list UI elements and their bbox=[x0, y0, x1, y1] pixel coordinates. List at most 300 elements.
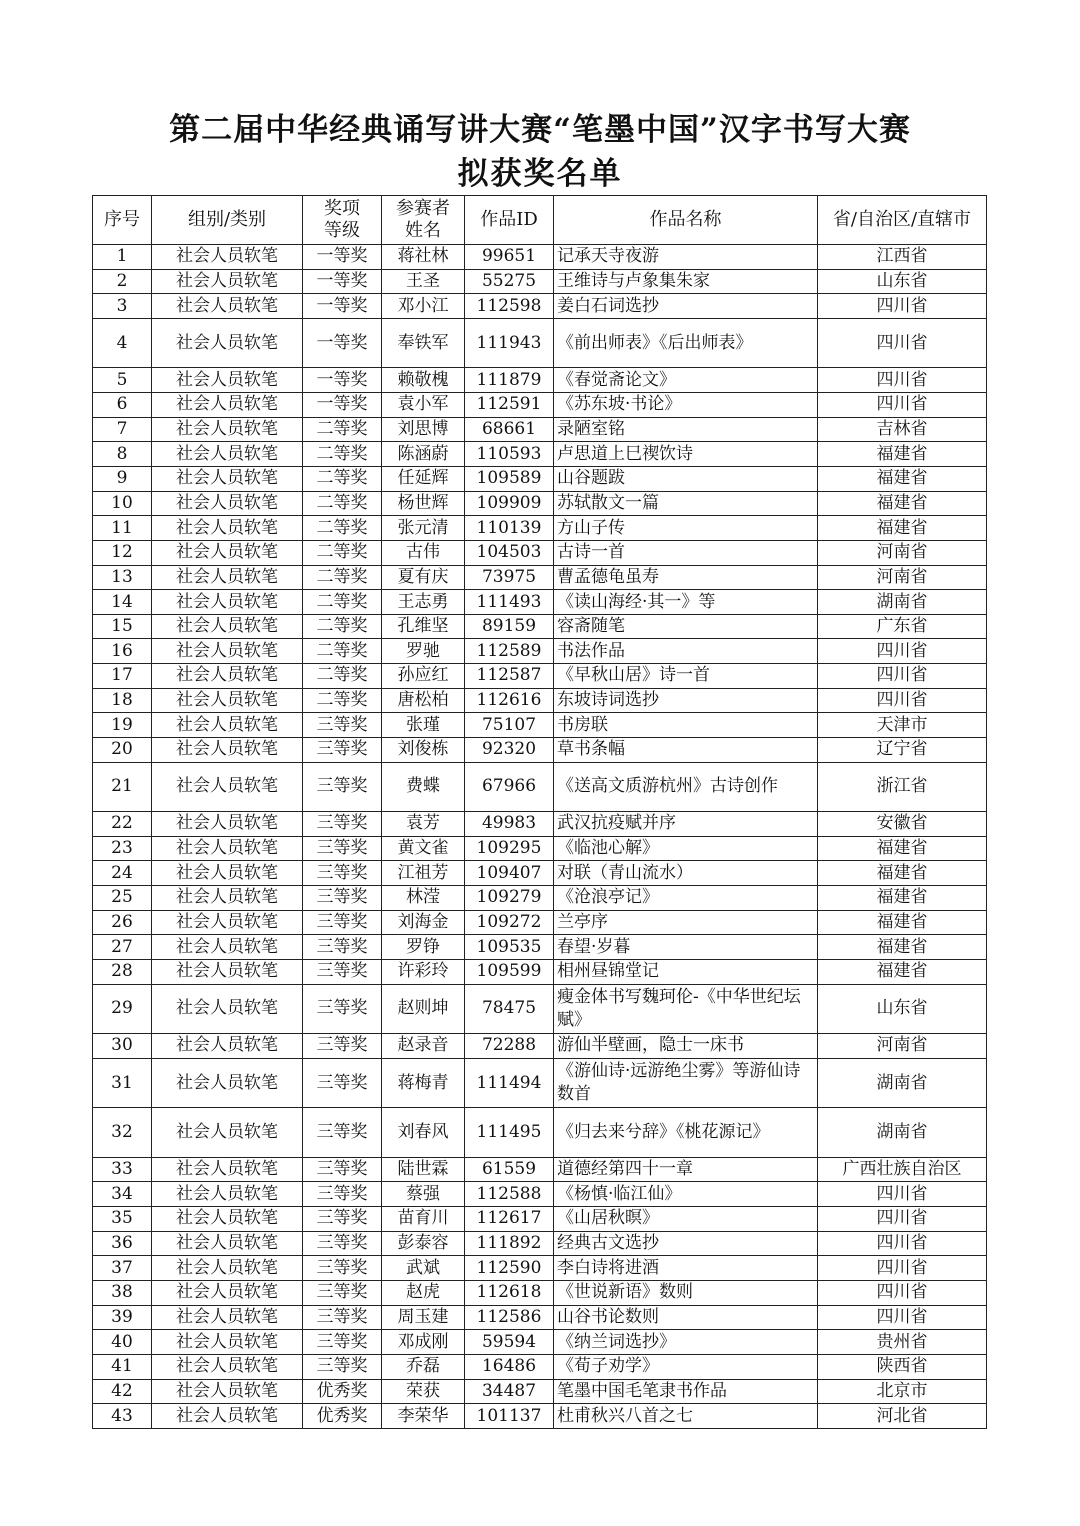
cell-work-name: 《归去来兮辞》《桃花源记》 bbox=[554, 1108, 818, 1158]
cell-no: 22 bbox=[93, 812, 152, 837]
cell-award: 二等奖 bbox=[303, 491, 382, 516]
cell-name: 王志勇 bbox=[382, 590, 465, 615]
cell-name: 陈涵蔚 bbox=[382, 442, 465, 467]
cell-work-name: 书房联 bbox=[554, 713, 818, 738]
cell-work-id: 34487 bbox=[465, 1379, 554, 1404]
cell-work-id: 109295 bbox=[465, 836, 554, 861]
table-row bbox=[93, 614, 987, 639]
cell-name: 奉铁军 bbox=[382, 318, 465, 368]
cell-no: 34 bbox=[93, 1182, 152, 1207]
cell-province: 安徽省 bbox=[818, 812, 987, 837]
cell-work-id: 109535 bbox=[465, 935, 554, 960]
table-row bbox=[93, 318, 987, 368]
table-row bbox=[93, 886, 987, 911]
cell-group: 社会人员软笔 bbox=[152, 442, 303, 467]
cell-award: 三等奖 bbox=[303, 861, 382, 886]
table-row bbox=[93, 1157, 987, 1182]
cell-award: 三等奖 bbox=[303, 1034, 382, 1059]
cell-no: 20 bbox=[93, 738, 152, 763]
cell-no: 32 bbox=[93, 1108, 152, 1158]
cell-group: 社会人员软笔 bbox=[152, 886, 303, 911]
cell-province: 福建省 bbox=[818, 886, 987, 911]
cell-work-name: 兰亭序 bbox=[554, 910, 818, 935]
table-row bbox=[93, 368, 987, 393]
cell-award: 三等奖 bbox=[303, 738, 382, 763]
cell-award: 三等奖 bbox=[303, 935, 382, 960]
cell-no: 36 bbox=[93, 1231, 152, 1256]
cell-province: 四川省 bbox=[818, 1256, 987, 1281]
cell-no: 6 bbox=[93, 393, 152, 418]
cell-work-id: 112598 bbox=[465, 294, 554, 319]
cell-award: 二等奖 bbox=[303, 442, 382, 467]
title-line-1: 第二届中华经典诵写讲大赛“笔墨中国”汉字书写大赛 bbox=[169, 112, 911, 148]
cell-province: 四川省 bbox=[818, 294, 987, 319]
cell-name: 孙应红 bbox=[382, 664, 465, 689]
cell-work-id: 109589 bbox=[465, 466, 554, 491]
cell-work-id: 111495 bbox=[465, 1108, 554, 1158]
cell-province: 四川省 bbox=[818, 368, 987, 393]
cell-work-name: 《苏东坡·书论》 bbox=[554, 393, 818, 418]
cell-award: 一等奖 bbox=[303, 368, 382, 393]
cell-group: 社会人员软笔 bbox=[152, 1256, 303, 1281]
cell-group: 社会人员软笔 bbox=[152, 1281, 303, 1306]
cell-province: 贵州省 bbox=[818, 1330, 987, 1355]
cell-name: 古伟 bbox=[382, 540, 465, 565]
cell-work-name: 《杨慎·临江仙》 bbox=[554, 1182, 818, 1207]
table-row bbox=[93, 1305, 987, 1330]
cell-award: 三等奖 bbox=[303, 886, 382, 911]
cell-province: 四川省 bbox=[818, 639, 987, 664]
cell-no: 16 bbox=[93, 639, 152, 664]
cell-award: 一等奖 bbox=[303, 393, 382, 418]
cell-work-id: 109599 bbox=[465, 960, 554, 985]
header-work-name: 作品名称 bbox=[554, 196, 818, 245]
table-row bbox=[93, 590, 987, 615]
cell-province: 河南省 bbox=[818, 1034, 987, 1059]
cell-work-name: 姜白石词选抄 bbox=[554, 294, 818, 319]
cell-group: 社会人员软笔 bbox=[152, 688, 303, 713]
cell-group: 社会人员软笔 bbox=[152, 1231, 303, 1256]
cell-group: 社会人员软笔 bbox=[152, 368, 303, 393]
table-row bbox=[93, 269, 987, 294]
cell-province: 湖南省 bbox=[818, 1108, 987, 1158]
cell-group: 社会人员软笔 bbox=[152, 836, 303, 861]
cell-work-id: 109272 bbox=[465, 910, 554, 935]
cell-award: 三等奖 bbox=[303, 1354, 382, 1379]
cell-name: 林滢 bbox=[382, 886, 465, 911]
cell-no: 26 bbox=[93, 910, 152, 935]
cell-no: 2 bbox=[93, 269, 152, 294]
cell-province: 福建省 bbox=[818, 442, 987, 467]
cell-work-id: 112591 bbox=[465, 393, 554, 418]
table-row bbox=[93, 565, 987, 590]
cell-province: 福建省 bbox=[818, 910, 987, 935]
cell-award: 二等奖 bbox=[303, 639, 382, 664]
cell-province: 福建省 bbox=[818, 861, 987, 886]
table-row bbox=[93, 738, 987, 763]
table-row bbox=[93, 984, 987, 1034]
cell-work-id: 112590 bbox=[465, 1256, 554, 1281]
cell-no: 12 bbox=[93, 540, 152, 565]
header-name bbox=[382, 196, 465, 245]
cell-award: 三等奖 bbox=[303, 713, 382, 738]
cell-province: 四川省 bbox=[818, 1305, 987, 1330]
cell-work-name: 草书条幅 bbox=[554, 738, 818, 763]
cell-name: 张瑾 bbox=[382, 713, 465, 738]
cell-no: 38 bbox=[93, 1281, 152, 1306]
cell-province: 河南省 bbox=[818, 565, 987, 590]
award-table bbox=[92, 195, 987, 1429]
cell-no: 1 bbox=[93, 245, 152, 270]
cell-group: 社会人员软笔 bbox=[152, 1157, 303, 1182]
cell-group: 社会人员软笔 bbox=[152, 1034, 303, 1059]
cell-group: 社会人员软笔 bbox=[152, 664, 303, 689]
table-row bbox=[93, 245, 987, 270]
cell-province: 四川省 bbox=[818, 1281, 987, 1306]
cell-name: 刘俊栋 bbox=[382, 738, 465, 763]
cell-work-id: 109279 bbox=[465, 886, 554, 911]
cell-name: 袁芳 bbox=[382, 812, 465, 837]
cell-province: 福建省 bbox=[818, 836, 987, 861]
cell-name: 陆世霖 bbox=[382, 1157, 465, 1182]
cell-province: 河南省 bbox=[818, 540, 987, 565]
cell-work-id: 75107 bbox=[465, 713, 554, 738]
cell-name: 乔磊 bbox=[382, 1354, 465, 1379]
cell-award: 三等奖 bbox=[303, 1182, 382, 1207]
cell-work-name: 《读山海经·其一》等 bbox=[554, 590, 818, 615]
cell-name: 杨世辉 bbox=[382, 491, 465, 516]
cell-award: 三等奖 bbox=[303, 1157, 382, 1182]
cell-work-name: 东坡诗词选抄 bbox=[554, 688, 818, 713]
cell-no: 15 bbox=[93, 614, 152, 639]
cell-work-id: 112618 bbox=[465, 1281, 554, 1306]
cell-group: 社会人员软笔 bbox=[152, 1379, 303, 1404]
table-row bbox=[93, 1058, 987, 1108]
cell-work-name: 《前出师表》《后出师表》 bbox=[554, 318, 818, 368]
cell-work-id: 111879 bbox=[465, 368, 554, 393]
cell-group: 社会人员软笔 bbox=[152, 762, 303, 812]
cell-no: 7 bbox=[93, 417, 152, 442]
cell-award: 三等奖 bbox=[303, 984, 382, 1034]
cell-province: 陕西省 bbox=[818, 1354, 987, 1379]
cell-no: 28 bbox=[93, 960, 152, 985]
cell-province: 江西省 bbox=[818, 245, 987, 270]
cell-work-id: 110139 bbox=[465, 516, 554, 541]
cell-award: 二等奖 bbox=[303, 664, 382, 689]
table-row bbox=[93, 393, 987, 418]
cell-work-name: 曹孟德龟虽寿 bbox=[554, 565, 818, 590]
header-no: 序号 bbox=[93, 196, 152, 245]
cell-group: 社会人员软笔 bbox=[152, 738, 303, 763]
table-header bbox=[93, 196, 987, 245]
cell-work-id: 67966 bbox=[465, 762, 554, 812]
table-row bbox=[93, 861, 987, 886]
cell-group: 社会人员软笔 bbox=[152, 910, 303, 935]
cell-work-id: 101137 bbox=[465, 1404, 554, 1429]
cell-work-id: 72288 bbox=[465, 1034, 554, 1059]
cell-group: 社会人员软笔 bbox=[152, 1108, 303, 1158]
cell-award: 一等奖 bbox=[303, 294, 382, 319]
table-row bbox=[93, 442, 987, 467]
cell-no: 17 bbox=[93, 664, 152, 689]
cell-award: 三等奖 bbox=[303, 1058, 382, 1108]
table-row bbox=[93, 688, 987, 713]
cell-province: 四川省 bbox=[818, 318, 987, 368]
cell-group: 社会人员软笔 bbox=[152, 1354, 303, 1379]
cell-work-name: 道德经第四十一章 bbox=[554, 1157, 818, 1182]
cell-name: 夏有庆 bbox=[382, 565, 465, 590]
cell-work-name: 瘦金体书写魏珂伦-《中华世纪坛赋》 bbox=[554, 984, 818, 1034]
cell-no: 43 bbox=[93, 1404, 152, 1429]
cell-name: 刘思博 bbox=[382, 417, 465, 442]
table-row bbox=[93, 960, 987, 985]
cell-work-name: 《山居秋暝》 bbox=[554, 1207, 818, 1232]
cell-work-name: 《纳兰词选抄》 bbox=[554, 1330, 818, 1355]
cell-name: 蒋社林 bbox=[382, 245, 465, 270]
cell-name: 孔维坚 bbox=[382, 614, 465, 639]
cell-work-id: 111892 bbox=[465, 1231, 554, 1256]
cell-no: 8 bbox=[93, 442, 152, 467]
cell-award: 三等奖 bbox=[303, 960, 382, 985]
cell-work-name: 山谷书论数则 bbox=[554, 1305, 818, 1330]
cell-name: 黄文雀 bbox=[382, 836, 465, 861]
cell-province: 四川省 bbox=[818, 1207, 987, 1232]
table-body bbox=[93, 245, 987, 1429]
cell-group: 社会人员软笔 bbox=[152, 861, 303, 886]
cell-province: 福建省 bbox=[818, 466, 987, 491]
cell-no: 31 bbox=[93, 1058, 152, 1108]
cell-work-name: 《世说新语》数则 bbox=[554, 1281, 818, 1306]
cell-work-name: 卢思道上巳禊饮诗 bbox=[554, 442, 818, 467]
cell-work-id: 112589 bbox=[465, 639, 554, 664]
cell-group: 社会人员软笔 bbox=[152, 639, 303, 664]
table-row bbox=[93, 713, 987, 738]
cell-group: 社会人员软笔 bbox=[152, 294, 303, 319]
cell-award: 三等奖 bbox=[303, 812, 382, 837]
cell-work-id: 59594 bbox=[465, 1330, 554, 1355]
cell-award: 二等奖 bbox=[303, 540, 382, 565]
cell-group: 社会人员软笔 bbox=[152, 614, 303, 639]
cell-province: 湖南省 bbox=[818, 1058, 987, 1108]
cell-group: 社会人员软笔 bbox=[152, 1330, 303, 1355]
cell-award: 三等奖 bbox=[303, 910, 382, 935]
cell-name: 赖敬槐 bbox=[382, 368, 465, 393]
cell-name: 任延辉 bbox=[382, 466, 465, 491]
cell-province: 四川省 bbox=[818, 393, 987, 418]
cell-name: 荣获 bbox=[382, 1379, 465, 1404]
cell-group: 社会人员软笔 bbox=[152, 565, 303, 590]
table-row bbox=[93, 1379, 987, 1404]
cell-no: 27 bbox=[93, 935, 152, 960]
table-row bbox=[93, 910, 987, 935]
table-row bbox=[93, 1182, 987, 1207]
cell-award: 三等奖 bbox=[303, 1330, 382, 1355]
cell-province: 广西壮族自治区 bbox=[818, 1157, 987, 1182]
cell-work-id: 111943 bbox=[465, 318, 554, 368]
cell-work-name: 书法作品 bbox=[554, 639, 818, 664]
cell-work-name: 李白诗将进酒 bbox=[554, 1256, 818, 1281]
cell-award: 二等奖 bbox=[303, 516, 382, 541]
cell-group: 社会人员软笔 bbox=[152, 1207, 303, 1232]
cell-province: 福建省 bbox=[818, 516, 987, 541]
cell-name: 武斌 bbox=[382, 1256, 465, 1281]
header-province: 省/自治区/直辖市 bbox=[818, 196, 987, 245]
cell-group: 社会人员软笔 bbox=[152, 960, 303, 985]
cell-work-name: 经典古文选抄 bbox=[554, 1231, 818, 1256]
cell-group: 社会人员软笔 bbox=[152, 935, 303, 960]
cell-work-id: 104503 bbox=[465, 540, 554, 565]
cell-work-id: 111493 bbox=[465, 590, 554, 615]
cell-name: 张元清 bbox=[382, 516, 465, 541]
cell-group: 社会人员软笔 bbox=[152, 540, 303, 565]
cell-award: 三等奖 bbox=[303, 836, 382, 861]
cell-name: 周玉建 bbox=[382, 1305, 465, 1330]
cell-province: 吉林省 bbox=[818, 417, 987, 442]
cell-group: 社会人员软笔 bbox=[152, 1404, 303, 1429]
table-row bbox=[93, 417, 987, 442]
cell-no: 40 bbox=[93, 1330, 152, 1355]
cell-no: 25 bbox=[93, 886, 152, 911]
cell-name: 苗育川 bbox=[382, 1207, 465, 1232]
cell-work-name: 录陋室铭 bbox=[554, 417, 818, 442]
cell-name: 蒋梅青 bbox=[382, 1058, 465, 1108]
cell-no: 11 bbox=[93, 516, 152, 541]
cell-award: 三等奖 bbox=[303, 1281, 382, 1306]
table-row bbox=[93, 1231, 987, 1256]
cell-work-id: 112586 bbox=[465, 1305, 554, 1330]
cell-name: 刘海金 bbox=[382, 910, 465, 935]
cell-group: 社会人员软笔 bbox=[152, 516, 303, 541]
cell-work-name: 王维诗与卢象集朱家 bbox=[554, 269, 818, 294]
cell-work-name: 古诗一首 bbox=[554, 540, 818, 565]
cell-no: 30 bbox=[93, 1034, 152, 1059]
cell-no: 24 bbox=[93, 861, 152, 886]
cell-work-id: 109407 bbox=[465, 861, 554, 886]
cell-name: 罗驰 bbox=[382, 639, 465, 664]
cell-award: 三等奖 bbox=[303, 1207, 382, 1232]
cell-name: 赵录音 bbox=[382, 1034, 465, 1059]
cell-name: 罗铮 bbox=[382, 935, 465, 960]
cell-province: 河北省 bbox=[818, 1404, 987, 1429]
cell-work-id: 49983 bbox=[465, 812, 554, 837]
cell-work-id: 112587 bbox=[465, 664, 554, 689]
cell-province: 山东省 bbox=[818, 269, 987, 294]
cell-province: 福建省 bbox=[818, 491, 987, 516]
cell-award: 一等奖 bbox=[303, 269, 382, 294]
cell-work-id: 92320 bbox=[465, 738, 554, 763]
cell-province: 北京市 bbox=[818, 1379, 987, 1404]
cell-no: 9 bbox=[93, 466, 152, 491]
cell-name: 赵则坤 bbox=[382, 984, 465, 1034]
cell-work-id: 112617 bbox=[465, 1207, 554, 1232]
cell-work-name: 笔墨中国毛笔隶书作品 bbox=[554, 1379, 818, 1404]
cell-no: 5 bbox=[93, 368, 152, 393]
header-name-line-2: 姓名 bbox=[405, 220, 441, 241]
cell-province: 浙江省 bbox=[818, 762, 987, 812]
title-line-2: 拟获奖名单 bbox=[457, 156, 623, 192]
cell-group: 社会人员软笔 bbox=[152, 984, 303, 1034]
cell-work-name: 容斋随笔 bbox=[554, 614, 818, 639]
cell-province: 湖南省 bbox=[818, 590, 987, 615]
header-award-line-2: 等级 bbox=[324, 220, 360, 241]
cell-work-name: 游仙半壁画，隐士一床书 bbox=[554, 1034, 818, 1059]
cell-work-name: 记承天寺夜游 bbox=[554, 245, 818, 270]
cell-work-id: 16486 bbox=[465, 1354, 554, 1379]
cell-no: 3 bbox=[93, 294, 152, 319]
cell-name: 邓小江 bbox=[382, 294, 465, 319]
cell-award: 一等奖 bbox=[303, 318, 382, 368]
table-row bbox=[93, 1404, 987, 1429]
header-work-id: 作品ID bbox=[465, 196, 554, 245]
cell-group: 社会人员软笔 bbox=[152, 1305, 303, 1330]
cell-province: 四川省 bbox=[818, 688, 987, 713]
cell-award: 三等奖 bbox=[303, 762, 382, 812]
cell-group: 社会人员软笔 bbox=[152, 812, 303, 837]
cell-award: 二等奖 bbox=[303, 614, 382, 639]
cell-award: 三等奖 bbox=[303, 1305, 382, 1330]
cell-no: 4 bbox=[93, 318, 152, 368]
cell-group: 社会人员软笔 bbox=[152, 1182, 303, 1207]
cell-award: 二等奖 bbox=[303, 688, 382, 713]
cell-work-name: 春望·岁暮 bbox=[554, 935, 818, 960]
table-row bbox=[93, 540, 987, 565]
cell-award: 二等奖 bbox=[303, 466, 382, 491]
cell-province: 福建省 bbox=[818, 960, 987, 985]
cell-work-id: 55275 bbox=[465, 269, 554, 294]
table-row bbox=[93, 294, 987, 319]
cell-award: 三等奖 bbox=[303, 1256, 382, 1281]
cell-work-name: 《沧浪亭记》 bbox=[554, 886, 818, 911]
cell-group: 社会人员软笔 bbox=[152, 393, 303, 418]
cell-work-id: 89159 bbox=[465, 614, 554, 639]
cell-award: 优秀奖 bbox=[303, 1404, 382, 1429]
cell-work-name: 苏轼散文一篇 bbox=[554, 491, 818, 516]
cell-work-id: 61559 bbox=[465, 1157, 554, 1182]
cell-name: 赵虎 bbox=[382, 1281, 465, 1306]
cell-no: 37 bbox=[93, 1256, 152, 1281]
cell-province: 四川省 bbox=[818, 664, 987, 689]
table-row bbox=[93, 1108, 987, 1158]
cell-work-name: 相州昼锦堂记 bbox=[554, 960, 818, 985]
cell-group: 社会人员软笔 bbox=[152, 491, 303, 516]
cell-work-name: 对联（青山流水） bbox=[554, 861, 818, 886]
cell-award: 一等奖 bbox=[303, 245, 382, 270]
cell-no: 41 bbox=[93, 1354, 152, 1379]
cell-name: 费蝶 bbox=[382, 762, 465, 812]
cell-province: 福建省 bbox=[818, 935, 987, 960]
cell-no: 23 bbox=[93, 836, 152, 861]
cell-name: 江祖芳 bbox=[382, 861, 465, 886]
cell-no: 13 bbox=[93, 565, 152, 590]
cell-name: 王圣 bbox=[382, 269, 465, 294]
table-row bbox=[93, 1281, 987, 1306]
cell-group: 社会人员软笔 bbox=[152, 269, 303, 294]
cell-work-name: 《荀子劝学》 bbox=[554, 1354, 818, 1379]
cell-province: 辽宁省 bbox=[818, 738, 987, 763]
header-group: 组别/类别 bbox=[152, 196, 303, 245]
cell-work-id: 111494 bbox=[465, 1058, 554, 1108]
table-row bbox=[93, 1034, 987, 1059]
cell-work-id: 68661 bbox=[465, 417, 554, 442]
cell-province: 天津市 bbox=[818, 713, 987, 738]
cell-name: 李荣华 bbox=[382, 1404, 465, 1429]
cell-name: 许彩玲 bbox=[382, 960, 465, 985]
cell-award: 三等奖 bbox=[303, 1231, 382, 1256]
cell-name: 邓成刚 bbox=[382, 1330, 465, 1355]
cell-work-name: 《早秋山居》诗一首 bbox=[554, 664, 818, 689]
table-row bbox=[93, 664, 987, 689]
cell-award: 二等奖 bbox=[303, 417, 382, 442]
